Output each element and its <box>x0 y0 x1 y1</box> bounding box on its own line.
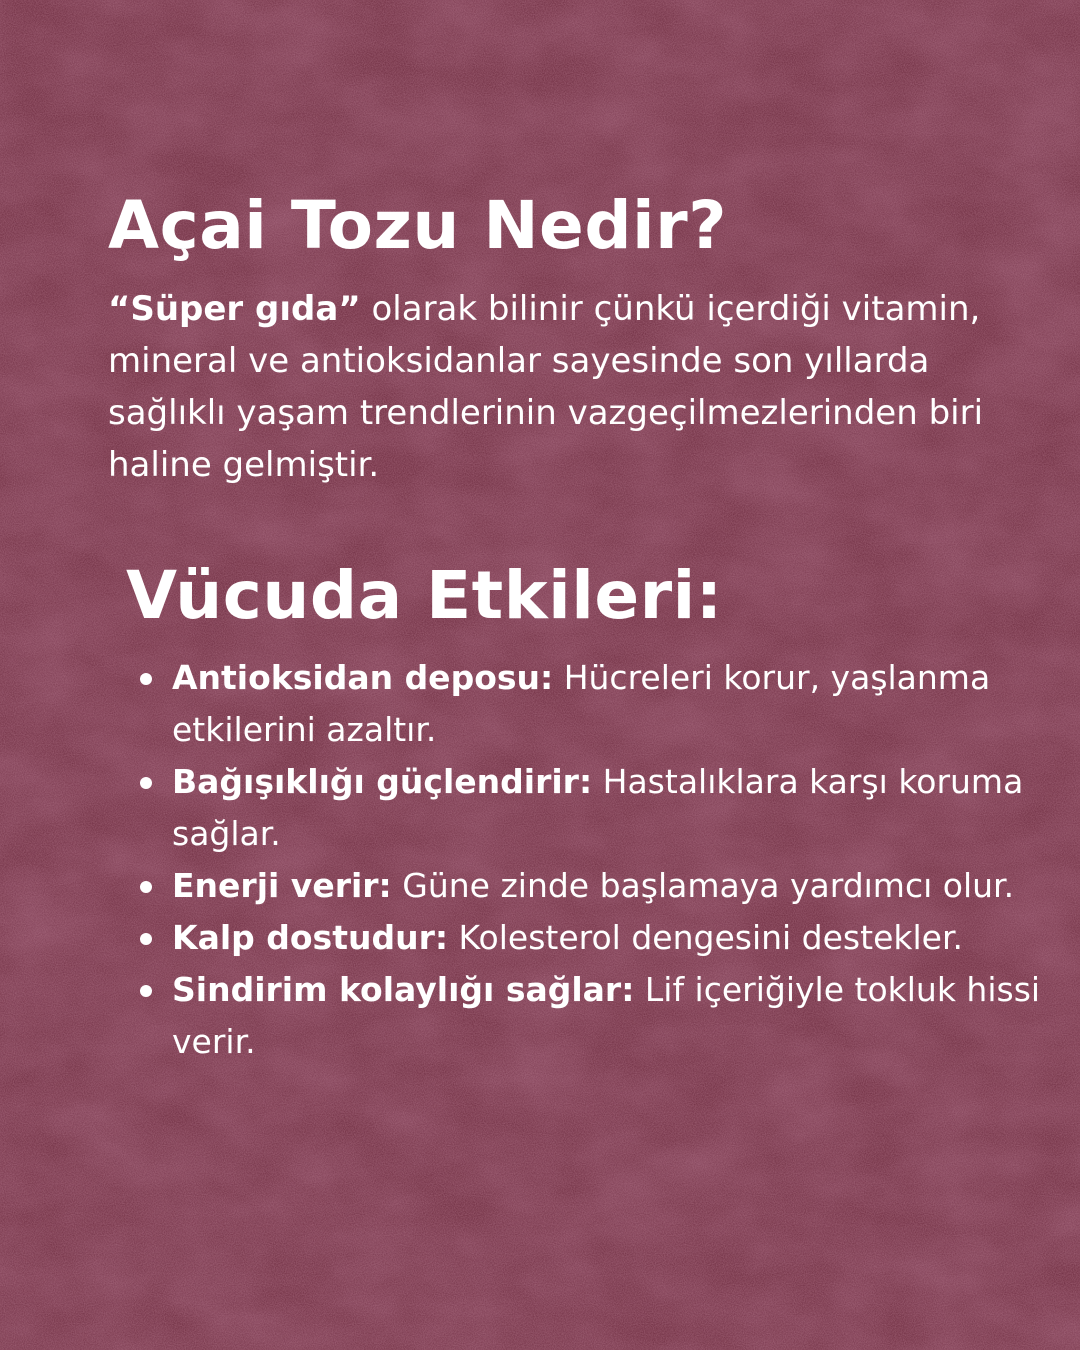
effect-term: Antioksidan deposu: <box>172 658 554 697</box>
intro-text: olarak bilinir çünkü içerdiği vitamin, mineral ve antioksidanlar sayesinde son yıllarda sağlıklı yaşam trendlerinin vazgeçilmezlerinden biri haline gelmiştir. <box>108 289 984 485</box>
list-item <box>172 964 1052 1068</box>
effect-term: Bağışıklığı güçlendirir: <box>172 762 593 801</box>
bullet-icon <box>140 933 152 945</box>
effect-description: Hastalıklara karşı koruma sağlar. <box>172 762 1024 853</box>
bullet-icon <box>140 777 152 789</box>
bullet-icon <box>140 985 152 997</box>
list-item <box>172 756 1052 860</box>
effects-heading: Vücuda Etkileri: <box>126 557 723 634</box>
effects-list <box>172 652 1052 1068</box>
effect-term: Kalp dostudur: <box>172 918 449 957</box>
intro-paragraph <box>108 283 1008 491</box>
intro-bold-term: “Süper gıda” <box>108 289 361 329</box>
list-item <box>172 652 1052 756</box>
effect-term: Enerji verir: <box>172 866 392 905</box>
effect-term: Sindirim kolaylığı sağlar: <box>172 970 635 1009</box>
bullet-icon <box>140 881 152 893</box>
page-title: Açai Tozu Nedir? <box>108 187 728 264</box>
effect-description: Hücreleri korur, yaşlanma etkilerini azaltır. <box>172 658 991 749</box>
effect-description: Güne zinde başlamaya yardımcı olur. <box>391 866 1015 905</box>
list-item <box>172 912 1052 964</box>
list-item <box>172 860 1052 912</box>
bullet-icon <box>140 673 152 685</box>
effect-description: Kolesterol dengesini destekler. <box>448 918 963 957</box>
effect-description: Lif içeriğiyle tokluk hissi verir. <box>172 970 1041 1061</box>
